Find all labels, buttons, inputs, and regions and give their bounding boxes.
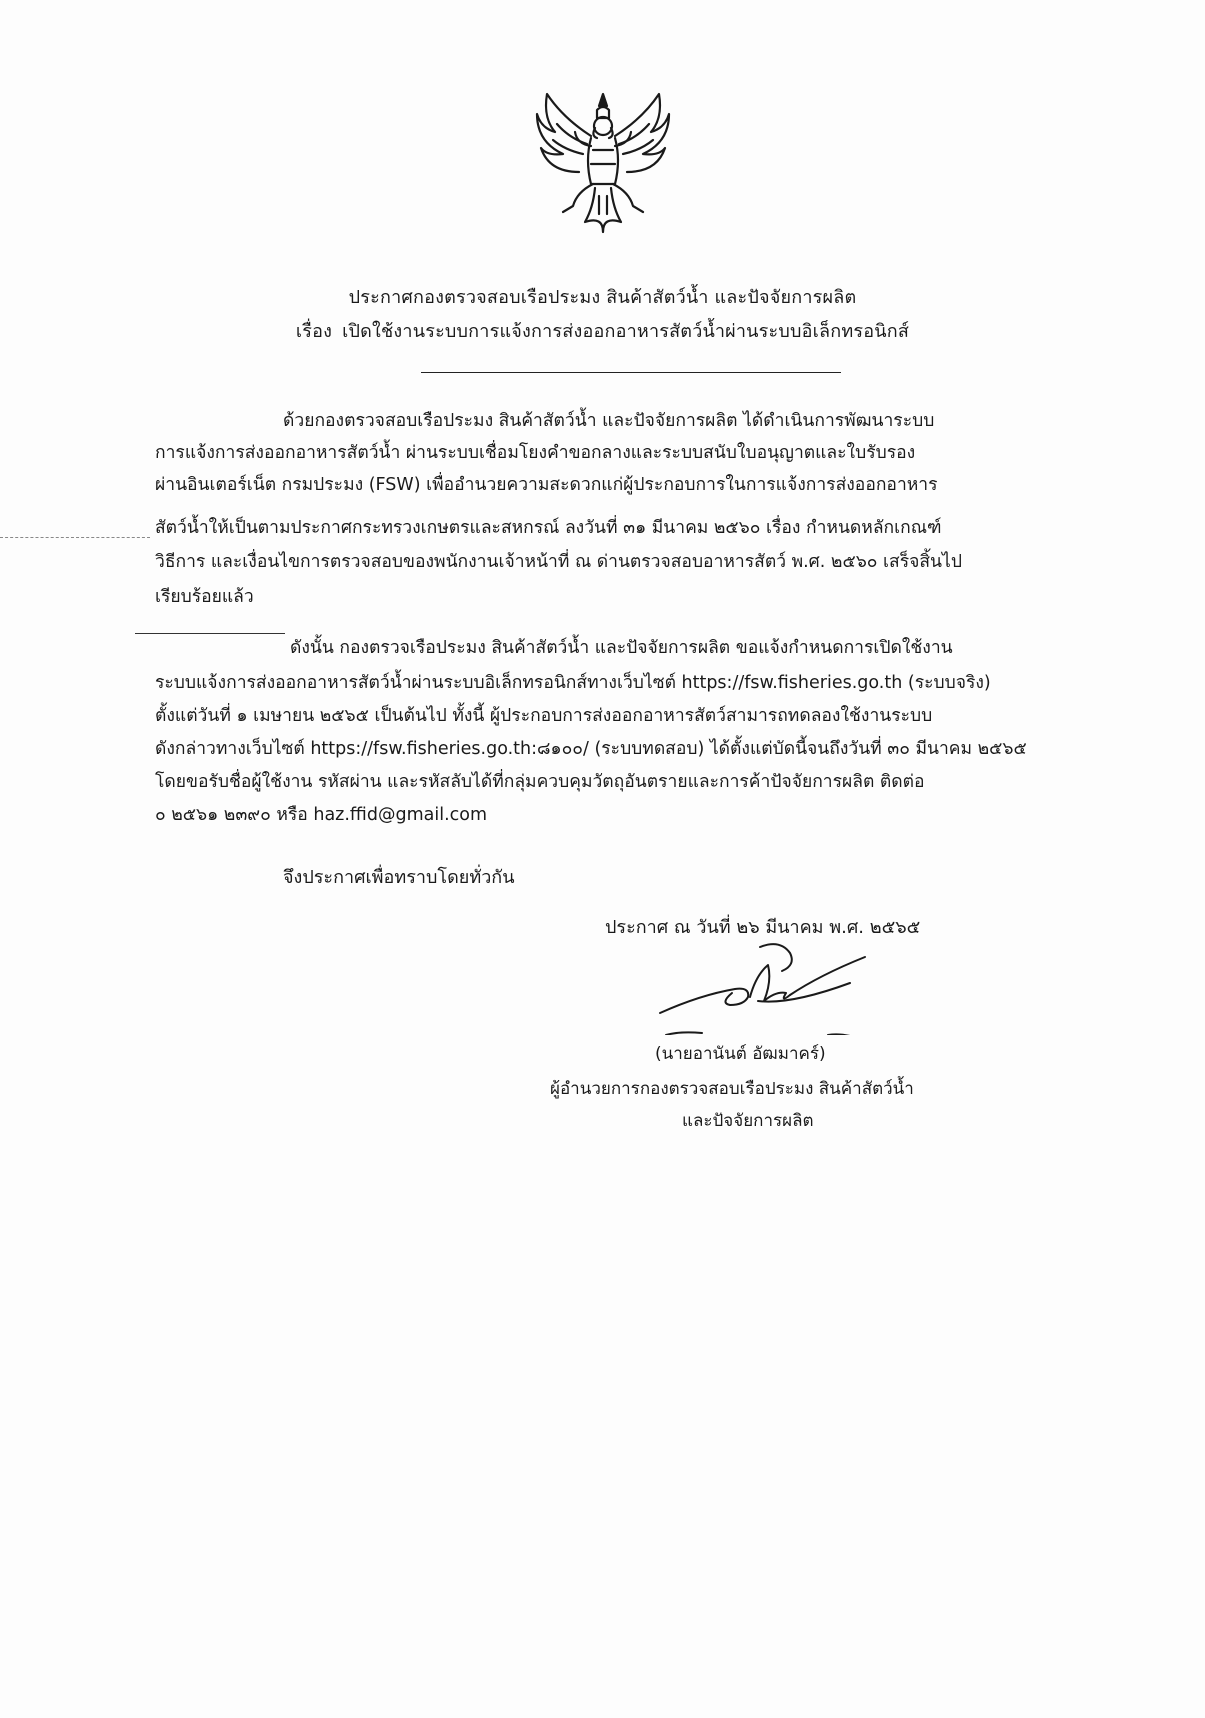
announcement-subject: เปิดใช้งานระบบการแจ้งการส่งออกอาหารสัตว์น้ำผ่านระบบอิเล็กทรอนิกส์ — [342, 321, 910, 342]
signer-title-line2: และปัจจัยการผลิต — [682, 1111, 814, 1131]
garuda-emblem-icon — [533, 88, 673, 236]
announcement-date: ประกาศ ณ วันที่ ๒๖ มีนาคม พ.ศ. ๒๕๖๕ — [605, 917, 921, 938]
signer-title-line1: ผู้อำนวยการกองตรวจสอบเรือประมง สินค้าสัตว์น้ำ — [550, 1079, 914, 1099]
scan-artifact — [0, 537, 150, 538]
paragraph2-line: ระบบแจ้งการส่งออกอาหารสัตว์น้ำผ่านระบบอิเล็กทรอนิกส์ทางเว็บไซต์ https://fsw.fisheries.go.th (ระบบจริง) — [155, 673, 991, 693]
paragraph1-line: การแจ้งการส่งออกอาหารสัตว์น้ำ ผ่านระบบเชื่อมโยงคำขอกลางและระบบสนับใบอนุญาตและใบรับรอง — [155, 443, 916, 463]
paragraph1-line: ผ่านอินเตอร์เน็ต กรมประมง (FSW) เพื่ออำนวยความสะดวกแก่ผู้ประกอบการในการแจ้งการส่งออกอาหาร — [155, 475, 938, 495]
scan-artifact — [135, 633, 285, 634]
paragraph1-line: เรียบร้อยแล้ว — [155, 587, 254, 607]
title-divider — [421, 372, 841, 373]
paragraph2-line: ดังนั้น กองตรวจเรือประมง สินค้าสัตว์น้ำ และปัจจัยการผลิต ขอแจ้งกำหนดการเปิดใช้งาน — [290, 638, 953, 658]
paragraph2-line: โดยขอรับชื่อผู้ใช้งาน รหัสผ่าน และรหัสลับได้ที่กลุ่มควบคุมวัตถุอันตรายและการค้าปัจจัยการผลิต ติดต่อ — [155, 772, 925, 792]
announcement-subject-line — [0, 316, 1205, 345]
signature-icon — [640, 935, 870, 1035]
signer-name: (นายอานันต์ อัฒมาคร์) — [655, 1044, 826, 1064]
paragraph2-line: ตั้งแต่วันที่ ๑ เมษายน ๒๕๖๕ เป็นต้นไป ทั้งนี้ ผู้ประกอบการส่งออกอาหารสัตว์สามารถทดลองใช้งานระบบ — [155, 706, 933, 726]
paragraph1-line: ด้วยกองตรวจสอบเรือประมง สินค้าสัตว์น้ำ และปัจจัยการผลิต ได้ดำเนินการพัฒนาระบบ — [283, 411, 935, 431]
announcement-title: ประกาศกองตรวจสอบเรือประมง สินค้าสัตว์น้ำ และปัจจัยการผลิต — [348, 287, 857, 308]
paragraph2-line: ๐ ๒๕๖๑ ๒๓๙๐ หรือ haz.ffid@gmail.com — [155, 805, 488, 825]
paragraph1-line: สัตว์น้ำให้เป็นตามประกาศกระทรวงเกษตรและสหกรณ์ ลงวันที่ ๓๑ มีนาคม ๒๕๖๐ เรื่อง กำหนดหลักเกณฑ์ — [155, 518, 942, 538]
subject-label: เรื่อง — [295, 321, 333, 342]
closing-statement: จึงประกาศเพื่อทราบโดยทั่วกัน — [283, 867, 515, 888]
paragraph2-line: ดังกล่าวทางเว็บไซต์ https://fsw.fisheries.go.th:๘๑๐๐/ (ระบบทดสอบ) ได้ตั้งแต่บัดนี้จนถึงวันที่ ๓๐ มีนาคม ๒๕๖๕ — [155, 739, 1027, 759]
paragraph1-line: วิธีการ และเงื่อนไขการตรวจสอบของพนักงานเจ้าหน้าที่ ณ ด่านตรวจสอบอาหารสัตว์ พ.ศ. ๒๕๖๐ เสร็จสิ้นไป — [155, 552, 962, 572]
